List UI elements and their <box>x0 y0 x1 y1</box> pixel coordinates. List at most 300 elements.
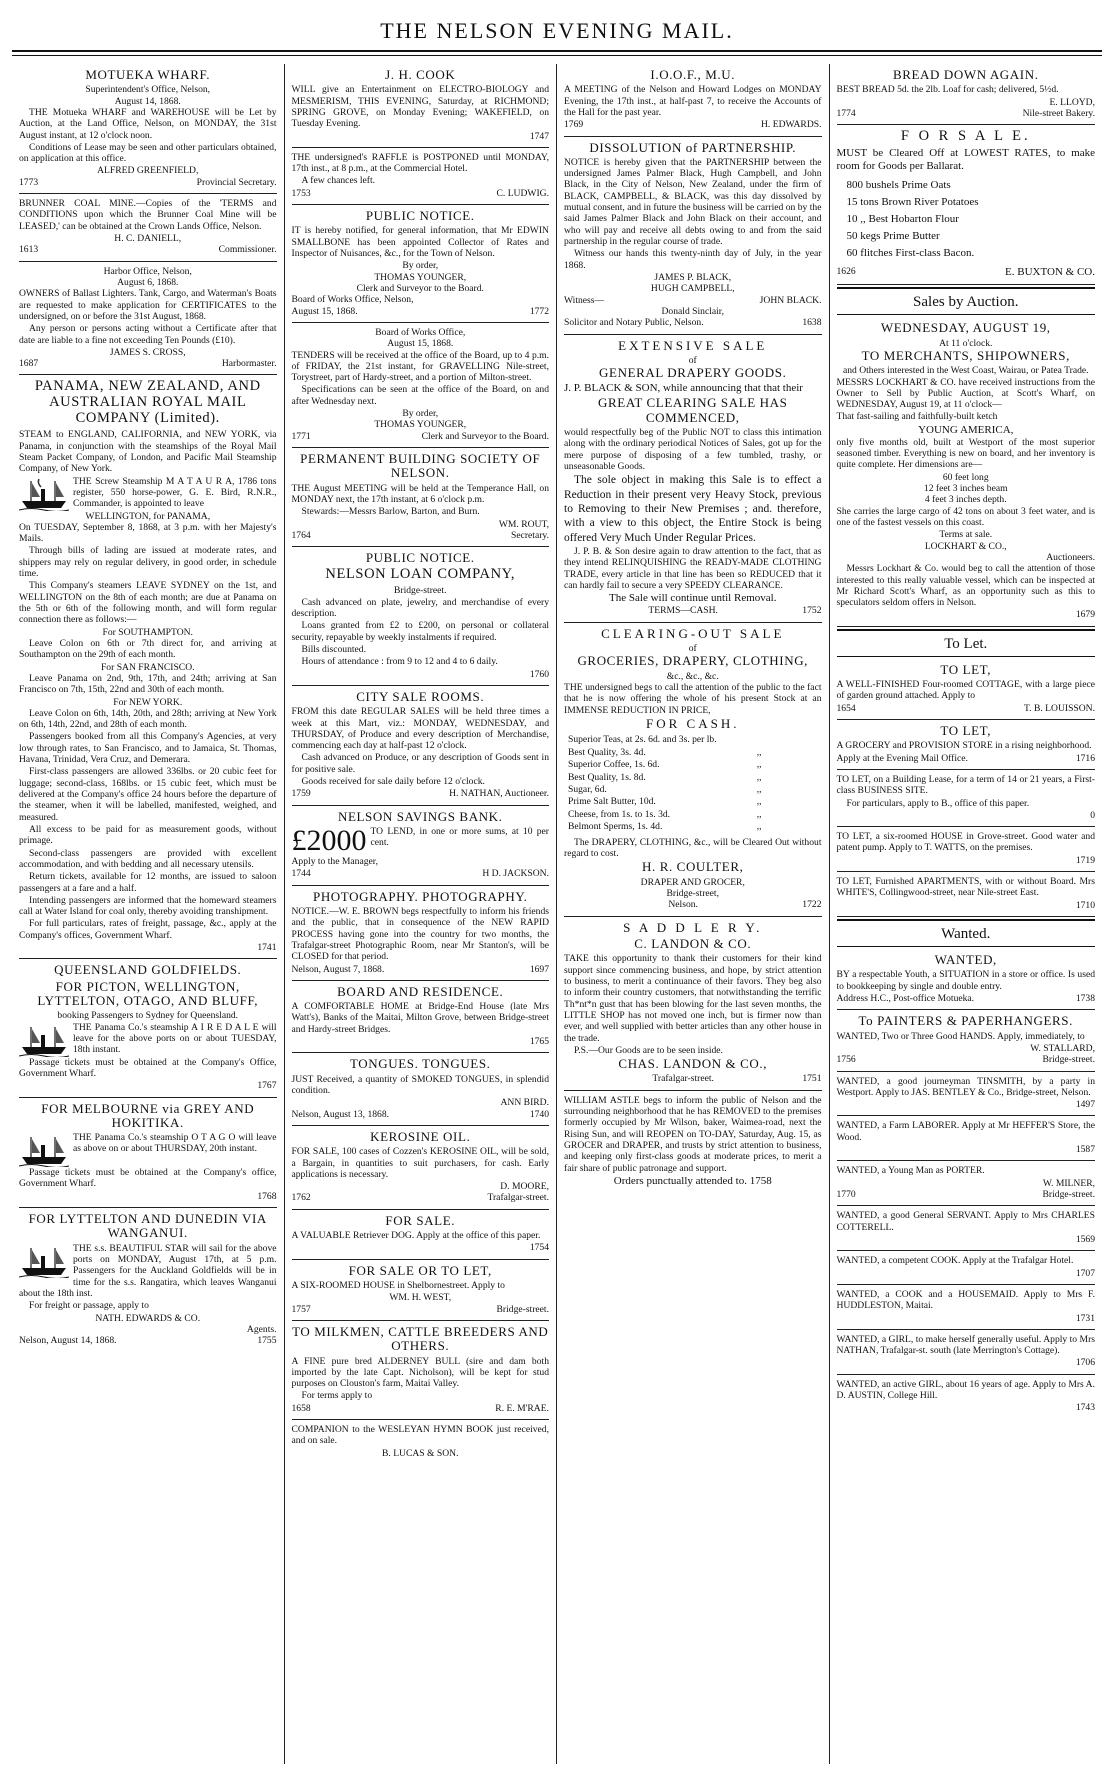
ad-number: 1613 <box>19 244 39 256</box>
ad-body: All excess to be paid for as measurement goods, without primage. <box>19 823 277 847</box>
ad-subheading: WELLINGTON, for PANAMA, <box>85 510 211 522</box>
ad-number: 1756 <box>836 1054 856 1066</box>
ad-footer <box>564 899 822 910</box>
ad-signature: H. C. DANIELL, <box>114 233 182 245</box>
ship-name: YOUNG AMERICA, <box>918 423 1014 436</box>
ad-body: BRUNNER COAL MINE.—Copies of the 'TERMS and CONDITIONS upon which the Brunner Coal Mine will be LEASED,' can be obtained at the Crown Lands Office, Nelson. <box>19 198 277 232</box>
ad-title: Bridge-street. <box>1042 1189 1095 1200</box>
ad-body: A MEETING of the Nelson and Howard Lodges on MONDAY Evening, the 17th inst., at half-past 7, to receive the Accounts of the Hall for the past year. <box>564 84 822 118</box>
ad-connector: of <box>688 354 697 366</box>
ad-motueka-wharf <box>19 64 277 194</box>
ad-signature: B. LUCAS & SON. <box>382 1447 459 1459</box>
ad-body: TAKE this opportunity to thank their customers for their kind support since commencing business, and hope, by strict attention to business, to merit a continuance of their favors. They beg also to inform their country customers, that notwithstanding the terrific Th*nt*n gust that has been blowing for the last seven months, the LITTLE SHOP has not moved one inch, but is firmer now than ever, and well supplied with better articles than any other house in the trade. <box>564 953 822 1044</box>
ad-heading: PERMANENT BUILDING SOCIETY OF NELSON. <box>300 451 541 481</box>
ad-footer <box>837 1189 1096 1200</box>
ad-body: Any person or persons acting without a Certificate after that date are liable to a fine not exceeding Ten Pounds (£10). <box>19 323 277 346</box>
ad-heading: QUEENSLAND GOLDFIELDS. <box>54 962 242 978</box>
ad-body: TO LET, Furnished APARTMENTS, with or without Board. Mrs WHITE'S, Collingwood-street, near Nile-street East. <box>836 876 1095 899</box>
ad-board-residence <box>292 981 550 1054</box>
price-list <box>568 734 822 834</box>
ad-footer <box>292 788 550 799</box>
ad-number: 1497 <box>1075 1099 1095 1111</box>
ad-body: On TUESDAY, September 8, 1868, at 3 p.m. with her Majesty's Mails. <box>19 521 277 545</box>
ad-heading: EXTENSIVE SALE <box>618 337 768 353</box>
ad-number: 1719 <box>1075 854 1095 866</box>
ad-lead: J. P. BLACK & SON, while announcing that that their <box>564 382 803 395</box>
ad-date: Nelson, August 14, 1868. <box>19 1335 117 1347</box>
ad-body: TO LET, a six-roomed HOUSE in Grove-street. Good water and patent pump. Apply to T. WATTS, on the premises. <box>836 831 1095 854</box>
ad-wanted-girl-1 <box>837 1330 1096 1375</box>
ad-witness-label: Witness— <box>564 294 605 306</box>
ad-lyttelton <box>19 1208 277 1351</box>
ad-signature: W. MILNER, <box>1042 1177 1095 1189</box>
ad-heading: J. H. COOK <box>385 67 456 82</box>
ad-title: Secretary. <box>511 529 549 541</box>
ad-footer-line: Orders punctually attended to. 1758 <box>613 1174 772 1187</box>
ad-signature: THOMAS YOUNGER, <box>374 419 467 431</box>
ad-body: Stewards:—Messrs Barlow, Barton, and Burn. <box>301 506 480 518</box>
ad-city-sale-rooms <box>292 686 550 806</box>
ad-footer <box>292 868 550 879</box>
list-item: 15 tons Brown River Potatoes <box>846 196 979 209</box>
ad-signature: JAMES P. BLACK, <box>654 271 732 283</box>
ad-body: For particulars, apply to B., office of this paper. <box>846 797 1030 809</box>
ad-place: Board of Works Office, <box>375 326 466 338</box>
ad-signature: R. E. M'RAE. <box>495 1402 549 1414</box>
ad-signature: LOCKHART & CO., <box>924 540 1007 552</box>
ad-title: Provincial Secretary. <box>196 176 277 188</box>
ad-witness: Donald Sinclair, <box>661 305 724 317</box>
ad-terms: Terms at sale. <box>939 529 993 541</box>
masthead-rule <box>12 50 1102 52</box>
ad-raffle <box>292 148 550 205</box>
ad-queensland <box>19 959 277 1097</box>
ad-body: J. P. B. & Son desire again to draw attention to the fact, that as they intend RELINQUISHING the READY-MADE CLOTHING TRADE, every article in that line has been so REDUCED that it can hardly fail to secure a very SPEEDY CLEARANCE. <box>564 546 822 592</box>
ad-signature: ALFRED GREENFIELD, <box>97 165 199 177</box>
ad-ioof <box>564 64 822 137</box>
ad-to-let-site <box>837 770 1096 827</box>
ad-signature: CHAS. LANDON & CO., <box>618 1056 768 1072</box>
ad-footer <box>292 1109 550 1120</box>
ad-number: 1760 <box>529 668 549 680</box>
ad-public-notice-1 <box>292 205 550 323</box>
ad-heading: BREAD DOWN AGAIN. <box>892 67 1039 82</box>
ad-place: Board of Works Office, Nelson, <box>291 294 414 306</box>
ad-photography <box>292 886 550 981</box>
ad-number: 1658 <box>291 1402 311 1414</box>
newspaper-title: THE NELSON EVENING MAIL. <box>380 18 734 43</box>
ad-tenders <box>292 323 550 448</box>
ad-title: Auctioneers. <box>1046 551 1095 563</box>
ad-body: For full particulars, rates of freight, passage, &c., apply at the Company's offices, Government Wharf. <box>19 918 277 941</box>
ad-wanted-painters <box>837 1010 1096 1071</box>
ad-heading: To PAINTERS & PAPERHANGERS. <box>858 1013 1073 1029</box>
ad-body: A WELL-FINISHED Four-roomed COTTAGE, with a large piece of garden ground attached. Apply to <box>836 679 1095 702</box>
ad-body: Cash advanced on plate, jewelry, and merchandise of every description. <box>291 596 549 620</box>
ad-body: That fast-sailing and faithfully-built ketch <box>836 411 998 423</box>
ad-signature: E. LLOYD, <box>1049 96 1095 108</box>
ad-body: THE Screw Steamship M A T A U R A, 1786 tons register, 550 horse-power, G. E. Bird, R.N.R., Commander, is appointed to leave <box>73 475 277 510</box>
ad-title: Bridge-street. <box>496 1303 549 1315</box>
ad-body: Witness our hands this twenty-ninth day of July, in the year 1868. <box>564 248 822 271</box>
ad-footer <box>19 177 277 188</box>
ad-heading: BOARD AND RESIDENCE. <box>337 983 504 999</box>
ad-footer <box>19 244 277 255</box>
ad-milkmen <box>292 1321 550 1420</box>
ad-subheading: For SOUTHAMPTON. <box>102 626 193 638</box>
ad-astle <box>564 1091 822 1193</box>
ad-footer <box>292 431 550 442</box>
ad-terms: TERMS—CASH. <box>648 605 718 617</box>
ad-wanted-laborer <box>837 1116 1096 1161</box>
ad-heading: GROCERIES, DRAPERY, CLOTHING, <box>577 653 809 669</box>
ad-number: 1774 <box>836 107 856 119</box>
ad-body: A GROCERY and PROVISION STORE in a rising neighborhood. <box>836 740 1092 752</box>
ad-heading: F O R S A L E. <box>900 128 1031 145</box>
ad-body: She carries the large cargo of 42 tons on about 3 feet water, and is one of the fastest vessels on this coast. <box>836 505 1095 528</box>
ad-body: The DRAPERY, CLOTHING, &c., will be Cleared Out without regard to cost. <box>564 836 822 860</box>
ad-body: OWNERS of Ballast Lighters. Tank, Cargo, and Waterman's Boats are requested to make application for CERTIFICATES to the undersigned, on or before the 31st August, 1868. <box>19 288 277 322</box>
ad-body: JUST Received, a quantity of SMOKED TONGUES, in splendid condition. <box>291 1073 549 1096</box>
ad-signature: W. STALLARD, <box>1030 1042 1095 1054</box>
ad-signature: E. BUXTON & CO. <box>1005 266 1095 279</box>
ad-number: 1762 <box>291 1192 311 1204</box>
ad-heading: TO MERCHANTS, SHIPOWNERS, <box>861 347 1070 363</box>
ad-body: THE s.s. BEAUTIFUL STAR will sail for the above ports on MONDAY, August 17th, at 5 p.m. Passengers for the Auckland Goldfields will be in time for the s.s. Rangatira, which leaves Wanganui about the 18th inst. <box>19 1242 277 1299</box>
ad-subheading: The Sale will continue until Removal. <box>609 592 777 605</box>
ad-heading: CLEARING-OUT SALE <box>601 625 785 641</box>
ad-body: would respectfully beg of the Public NOT to class this intimation along with the ordinary periodical Notices of Sales, got up for the mere purpose of disposing of a few tumbled, trashy, or unseasonable Goods. <box>564 427 822 472</box>
ad-number: 1626 <box>836 266 856 278</box>
ad-heading: PANAMA, NEW ZEALAND, AND AUSTRALIAN ROYAL MAIL COMPANY (Limited). <box>34 378 261 427</box>
ad-title: Nile-street Bakery. <box>1022 107 1095 119</box>
ad-subheading: &c., &c., &c. <box>666 670 719 682</box>
ad-heading: PHOTOGRAPHY. PHOTOGRAPHY. <box>312 888 528 904</box>
ad-number: 1587 <box>1075 1144 1095 1156</box>
ad-order: By order, <box>402 260 439 272</box>
ad-signature: HUGH CAMPBELL, <box>650 283 735 295</box>
price-row: Cheese, from 1s. to 1s. 3d. ,, <box>568 808 762 820</box>
ad-savings-bank <box>292 806 550 886</box>
ad-for-sale-dog <box>292 1210 550 1260</box>
ad-subheading: FOR CASH. <box>646 715 740 731</box>
ad-brunner-coal <box>19 194 277 262</box>
ad-heading: WEDNESDAY, AUGUST 19, <box>880 320 1051 336</box>
ad-body: THE undersigned's RAFFLE is POSTPONED until MONDAY, 17th inst., at 8 p.m., at the Commercial Hotel. <box>291 151 549 175</box>
ad-dissolution <box>564 137 822 335</box>
price-row: Belmont Sperms, 1s. 4d. ,, <box>568 821 762 833</box>
ad-body: THE August MEETING will be held at the Temperance Hall, on MONDAY next, the 17th instant, at 6 o'clock p.m. <box>291 482 549 505</box>
ad-number: 1764 <box>291 529 311 541</box>
list-item: 60 flitches First-class Bacon. <box>846 247 975 260</box>
ad-heading: FOR SALE OR TO LET, <box>348 1262 492 1278</box>
ad-wanted-cook <box>837 1251 1096 1285</box>
ad-body: WANTED, Two or Three Good HANDS. Apply, immediately, to <box>836 1030 1085 1042</box>
ad-body: Apply at the Evening Mail Office. <box>836 752 968 764</box>
ad-body: TO LET, on a Building Lease, for a term of 14 or 21 years, a First-class BUSINESS SITE. <box>836 773 1095 797</box>
ad-signature: NATH. EDWARDS & CO. <box>95 1312 201 1324</box>
ad-date: August 15, 1868. <box>387 338 454 350</box>
ad-number: 1710 <box>1075 899 1095 911</box>
ad-body: A COMFORTABLE HOME at Bridge-End House (late Mrs Watt's), Banks of the Maitai, Milton Grove, between Bridge-street and Hardy-street Bridges. <box>291 1001 549 1035</box>
ad-signature: C. LUDWIG. <box>496 187 549 199</box>
ad-title: Harbormaster. <box>221 358 277 370</box>
ad-body: TENDERS will be received at the office of the Board, up to 4 p.m. of FRIDAY, the 21st instant, for GRAVELLING Nile-street, Torystreet, part of Hardy-street, and a portion of Milton-street. <box>291 349 549 384</box>
ad-title: Commissioner. <box>218 244 277 256</box>
ad-witness-row <box>564 295 822 306</box>
ad-heading: GENERAL DRAPERY GOODS. <box>599 365 787 381</box>
ad-to-let-store <box>837 720 1096 770</box>
ad-drapery-sale <box>564 335 822 623</box>
ad-number: 1770 <box>836 1189 856 1200</box>
section-heading-to-let: To Let. <box>837 629 1096 657</box>
ad-footer <box>837 753 1096 764</box>
ad-body: Messrs Lockhart & Co. would beg to call the attention of those interested to this really valuable vessel, which can be inspected at Mr Richard Scott's Wharf, as an opportunity such as this to speculators seldom offers in Nelson. <box>836 563 1095 609</box>
ad-footer <box>564 605 822 616</box>
ad-heading: I.O.O.F., M.U. <box>650 67 736 82</box>
ad-body: THE undersigned begs to call the attention of the public to the fact that he is now offering the whole of his present Stock at an IMMENSE REDUCTION IN PRICE, <box>564 681 822 716</box>
ad-footer <box>292 1304 550 1315</box>
ad-body: WANTED, a good journeyman TINSMITH, by a party in Westport. Apply to JAS. BENTLEY & Co., Bridge-street, Nelson. <box>836 1075 1095 1098</box>
ad-body: Bills discounted. <box>301 643 366 655</box>
ad-date: August 15, 1868. <box>291 305 358 317</box>
ad-subheading: For SAN FRANCISCO. <box>100 661 195 673</box>
ad-number: 1569 <box>1075 1233 1095 1245</box>
ad-footer <box>292 964 550 975</box>
ad-body: Intending passengers are informed that the homeward steamers call at Water Island for coal only, thereby avoiding transhipment. <box>19 894 277 918</box>
ad-body: WANTED, a Farm LABORER. Apply at Mr HEFFER'S Store, the Wood. <box>836 1120 1095 1143</box>
ad-subheading: For NEW YORK. <box>113 696 183 708</box>
ad-date: Nelson, August 7, 1868. <box>291 963 385 975</box>
ad-body: A FINE pure bred ALDERNEY BULL (sire and dam both imported by the late Capt. Nicholson), will be kept for stud purposes on Clouston's farm, Maitai Valley. <box>291 1355 549 1390</box>
ad-body: Passage tickets must be obtained at the Company's office, Government Wharf. <box>19 1167 277 1190</box>
ad-body: WANTED, a Young Man as PORTER. <box>836 1165 985 1177</box>
ad-footer <box>292 1192 550 1203</box>
ad-title: Bridge-street. <box>1042 1054 1095 1066</box>
ad-body: only five months old, built at Westport of the most superior seasoned timber. Everything is new on board, and her inventory is quite complete. Her dimensions are— <box>836 436 1095 471</box>
section-heading-wanted: Wanted. <box>837 919 1096 947</box>
ad-number: 1768 <box>257 1190 277 1202</box>
column-3 <box>557 64 830 1764</box>
ad-body: First-class passengers are allowed 336lbs. or 20 cubic feet for luggage; second-class, 168lbs. or 15 cubic feet, which must be delivered at the Company's office 24 hours before the departure of the steamer, when it will be labelled, manifested, weighed, and measured. <box>19 766 277 823</box>
ship-notice <box>19 476 277 511</box>
ad-subheading: and Others interested in the West Coast, Wairau, or Patea Trade. <box>842 365 1089 377</box>
ad-address: Bridge-street, <box>666 888 719 900</box>
ad-number: 1771 <box>291 430 311 442</box>
ad-signature: WM. H. WEST, <box>389 1292 452 1304</box>
ad-subheading: C. LANDON & CO. <box>634 936 752 952</box>
ad-body: A few chances left. <box>301 175 376 187</box>
ad-heading: CITY SALE ROOMS. <box>356 688 485 704</box>
ad-body: Leave Colon on 6th, 14th, 20th, and 28th; arriving at New York on 6th, 14th, 22nd, and 28th of each month. <box>19 707 277 731</box>
ad-body: A SIX-ROOMED HOUSE in Shelbornestreet. Apply to <box>291 1279 505 1291</box>
ad-signature: H. NATHAN, Auctioneer. <box>449 788 549 800</box>
loan-amount: £2000 <box>291 824 367 858</box>
ad-body: STEAM to ENGLAND, CALIFORNIA, and NEW YORK, via Panama, in conjunction with the steamships of the Royal Mail Steam Packet Company, of London, and Pacific Mail Steamship Company, of New York. <box>19 429 277 475</box>
ad-heading: TO MILKMEN, CATTLE BREEDERS AND OTHERS. <box>292 1323 549 1354</box>
ad-number: 1769 <box>564 119 584 131</box>
ad-footer <box>564 317 822 328</box>
ad-heading: PUBLIC NOTICE. <box>365 208 475 224</box>
ad-date: August 14, 1868. <box>114 95 181 107</box>
column-4 <box>830 64 1103 1764</box>
price-row: Sugar, 6d. ,, <box>568 783 762 795</box>
ad-heading: FOR SALE. <box>385 1212 456 1228</box>
ad-number: 1716 <box>1075 752 1095 764</box>
ad-body: COMPANION to the WESLEYAN HYMN BOOK just received, and on sale. <box>291 1424 549 1447</box>
ad-body: For terms apply to <box>301 1390 373 1402</box>
ad-footer <box>292 188 550 199</box>
price-row: Best Quality, 1s. 8d. ,, <box>568 771 762 783</box>
ad-number: 1752 <box>802 605 822 617</box>
ad-place: Superintendent's Office, Nelson, <box>85 84 211 96</box>
ad-body: WANTED, an active GIRL, about 16 years of age. Apply to Mrs A. D. AUSTIN, College Hill. <box>836 1378 1095 1402</box>
ad-body: Specifications can be seen at the office of the Board, on and after Wednesday next. <box>291 384 549 407</box>
ad-number: 1741 <box>257 942 277 954</box>
price-row: Superior Teas, at 2s. 6d. and 3s. per lb. <box>568 734 717 746</box>
ship-dimension: 4 feet 3 inches depth. <box>924 494 1007 506</box>
ad-heading: FOR MELBOURNE via GREY AND HOKITIKA. <box>41 1100 255 1130</box>
steamship-icon <box>19 1133 69 1167</box>
ad-title: Clerk and Surveyor to the Board. <box>421 430 549 442</box>
ad-heading: FOR PICTON, WELLINGTON, LYTTELTON, OTAGO, AND BLUFF, <box>37 978 259 1009</box>
ad-title: Trafalgar-street. <box>487 1192 549 1204</box>
ad-body: FROM this date REGULAR SALES will be held three times a week at this Mart, viz.: MONDAY, WEDNESDAY, and THURSDAY, of Produce and every description of Merchandise, commencing each day at half-past 12 o'clock. <box>291 706 549 752</box>
column-2 <box>285 64 558 1764</box>
ad-body: NOTICE.—W. E. BROWN begs respectfully to inform his friends and the public, that in consequence of the NEW RAPID PROCESS having gone into the country for two months, the Trafalgar-street Photographic Room, near Mr Stanton's, will be CLOSED for that period. <box>291 905 549 963</box>
ad-signature: H. EDWARDS. <box>761 119 822 131</box>
ad-body: Conditions of Lease may be seen and other particulars obtained, on application at this office. <box>19 141 277 165</box>
ad-signature: JAMES S. CROSS, <box>109 346 186 358</box>
ad-body: BEST BREAD 5d. the 2lb. Loaf for cash; delivered, 5½d. <box>836 84 1059 96</box>
ad-body: WANTED, a COOK and a HOUSEMAID. Apply to Mrs F. HUDDLESTON, Maitai. <box>836 1288 1095 1312</box>
steamship-icon <box>19 1244 69 1278</box>
ad-connector: of <box>688 642 697 654</box>
ad-number: 1767 <box>257 1080 277 1092</box>
ad-body: WANTED, a GIRL, to make herself generally useful. Apply to Mrs NATHAN, Trafalgar-st. south (late Merrington's Cottage). <box>836 1333 1095 1357</box>
ad-to-let-cottage <box>837 659 1096 720</box>
ad-number: 1747 <box>529 130 549 142</box>
ad-body: Passage tickets must be obtained at the Company's Office, Government Wharf. <box>19 1056 277 1079</box>
ad-subheading: Bridge-street. <box>394 585 447 597</box>
ad-footer <box>292 306 550 317</box>
ad-place: Harbor Office, Nelson, <box>103 265 192 277</box>
ad-footer <box>837 993 1096 1004</box>
ad-body: For freight or passage, apply to <box>29 1300 149 1312</box>
ad-heading: MOTUEKA WHARF. <box>85 67 211 82</box>
price-row: Best Quality, 3s. 4d. ,, <box>568 746 762 758</box>
ad-number: 1757 <box>291 1303 311 1315</box>
ad-number: 1654 <box>836 702 856 714</box>
ad-wanted-housemaid <box>837 1285 1096 1330</box>
ad-body: THE Panama Co.'s steamship A I R E D A L E will leave for the above ports on or about TUESDAY, 18th instant. <box>73 1021 277 1056</box>
ad-body: Apply to the Manager, <box>291 856 378 868</box>
ad-body: WANTED, a competent COOK. Apply at the Trafalgar Hotel. <box>836 1255 1074 1267</box>
ad-title: Agents. <box>246 1323 277 1335</box>
ad-signature: H D. JACKSON. <box>482 868 549 880</box>
ad-number: 1697 <box>529 963 549 975</box>
ad-auction-young-america <box>837 317 1096 626</box>
ad-number: 1744 <box>291 868 311 880</box>
price-row: Prime Salt Butter, 10d. ,, <box>568 796 762 808</box>
ad-heading: NELSON SAVINGS BANK. <box>337 808 503 824</box>
ad-signature: H. R. COULTER, <box>642 859 744 875</box>
ad-kerosine <box>292 1126 550 1210</box>
ad-to-let-apartments <box>837 872 1096 917</box>
ad-subheading: booking Passengers to Sydney for Queensland. <box>57 1010 239 1022</box>
ad-body: Leave Colon on 6th or 7th direct for, and arriving at Southampton on the 29th of each month. <box>19 637 277 661</box>
ad-date: Nelson, August 13, 1868. <box>291 1108 390 1120</box>
ad-heading: TO LET, <box>940 661 992 677</box>
ad-body: FOR SALE, 100 cases of Cozzen's KEROSINE OIL, will be sold, a Bargain, in quantities to suit purchasers, for cash. Early applications is necessary. <box>291 1146 549 1180</box>
ad-heading: WANTED, <box>934 952 997 968</box>
ad-number: 1707 <box>1075 1267 1095 1279</box>
ad-number: 1740 <box>529 1108 549 1120</box>
produce-list <box>837 177 1096 262</box>
ad-body: BY a respectable Youth, a SITUATION in a store or office. Is used to bookkeeping by single and double entry. <box>836 969 1095 992</box>
ad-wanted-girl-2 <box>837 1375 1096 1419</box>
ad-signature: ANN BIRD. <box>500 1097 549 1109</box>
ad-cook <box>292 64 550 148</box>
ad-number: 1773 <box>19 176 39 188</box>
ad-body: WILL give an Entertainment on ELECTRO-BIOLOGY and MESMERISM, THIS EVENING, Saturday, at RICHMOND; SPRING GROVE, on Monday Evening; WAKEFIELD, on Tuesday Evening. <box>291 84 549 130</box>
ad-number: 1731 <box>1075 1312 1095 1324</box>
ad-wanted-servant <box>837 1206 1096 1251</box>
ad-title: DRAPER AND GROCER, <box>640 876 745 888</box>
ad-panama-mail <box>19 375 277 959</box>
ad-title: Clerk and Surveyor to the Board. <box>356 282 484 294</box>
ad-number: 1706 <box>1075 1357 1095 1369</box>
ad-body: THE Panama Co.'s steamship O T A G O will leave as above on or about THURSDAY, 20th instant. <box>73 1132 277 1155</box>
list-item: 800 bushels Prime Oats <box>846 179 951 192</box>
ad-body: P.S.—Our Goods are to be seen inside. <box>574 1044 723 1056</box>
ad-for-sale-produce <box>837 125 1096 285</box>
ad-body: This Company's steamers LEAVE SYDNEY on the 1st, and WELLINGTON on the 8th of each month; are due at Panama on the 5th or 6th of the following month, and will form regular connection there as follows:— <box>19 580 277 626</box>
ad-signature: JOHN BLACK. <box>759 294 822 306</box>
ad-footer <box>837 703 1096 714</box>
section-heading-auction: Sales by Auction. <box>837 287 1096 315</box>
ad-footer <box>564 1073 822 1084</box>
ad-for-sale-house <box>292 1260 550 1321</box>
ad-witness-title: Solicitor and Notary Public, Nelson. <box>564 317 704 329</box>
ad-clearing-out-sale <box>564 623 822 917</box>
ad-number: 1722 <box>802 899 822 911</box>
ad-bread <box>837 64 1096 125</box>
ad-body: Cash advanced on Produce, or any description of Goods sent in for positive sale. <box>291 752 549 775</box>
ad-subheading: GREAT CLEARING SALE HAS COMMENCED, <box>598 395 788 425</box>
ad-body: WILLIAM ASTLE begs to inform the public of Nelson and the surrounding neighborhood that he has REMOVED to the premises formerly occupied by Mr Wilson, baker, Waimea-road, next the Rising Sun, and will REOPEN on TO-DAY, Saturday, Aug. 15, as GROCER and DRAPER, and trusts by strict attention to business, and keeping only first-class goods at moderate prices, to merit a fair share of public patronage and support. <box>564 1094 822 1174</box>
ad-body: Goods received for sale daily before 12 o'clock. <box>301 776 485 788</box>
ad-signature: THOMAS YOUNGER, <box>374 271 467 283</box>
ad-heading: FOR LYTTELTON AND DUNEDIN VIA WANGANUI. <box>28 1211 267 1241</box>
ad-number: 1754 <box>529 1242 549 1254</box>
ad-lead: NELSON LOAN COMPANY, <box>325 566 516 583</box>
ad-wanted-porter <box>837 1161 1096 1206</box>
ad-order: By order, <box>402 408 439 420</box>
ad-number: 1753 <box>291 187 311 199</box>
ad-footer <box>292 530 550 541</box>
ad-heading: PUBLIC NOTICE. <box>365 550 475 566</box>
ad-to-let-house <box>837 827 1096 872</box>
ad-body: NOTICE is hereby given that the PARTNERSHIP between the undersigned James Palmer Black, Hugh Campbell, and John Black, in the City of Nelson, New Zealand, under the firm of BLACK, CAMPBELL, & BLACK, was this day dissolved by mutual consent, and in future the business will be carried on by the said James Palmer Black and John Black on their account, and who will pay and receive all debts owing to and from the said partnership in the regular course of trade. <box>564 156 822 248</box>
ad-number: 1765 <box>529 1036 549 1048</box>
ad-body: Through bills of lading are issued at moderate rates, and shippers may rely on regular delivery, in good order, in schedule time. <box>19 545 277 580</box>
ad-melbourne <box>19 1098 277 1209</box>
ad-signature: WM. ROUT, <box>498 518 549 530</box>
masthead <box>0 0 1114 58</box>
ad-body: Second-class passengers are provided with excellent accommodation, and with bedding and all necessary utensils. <box>19 847 277 870</box>
ad-number: 1738 <box>1075 992 1095 1004</box>
